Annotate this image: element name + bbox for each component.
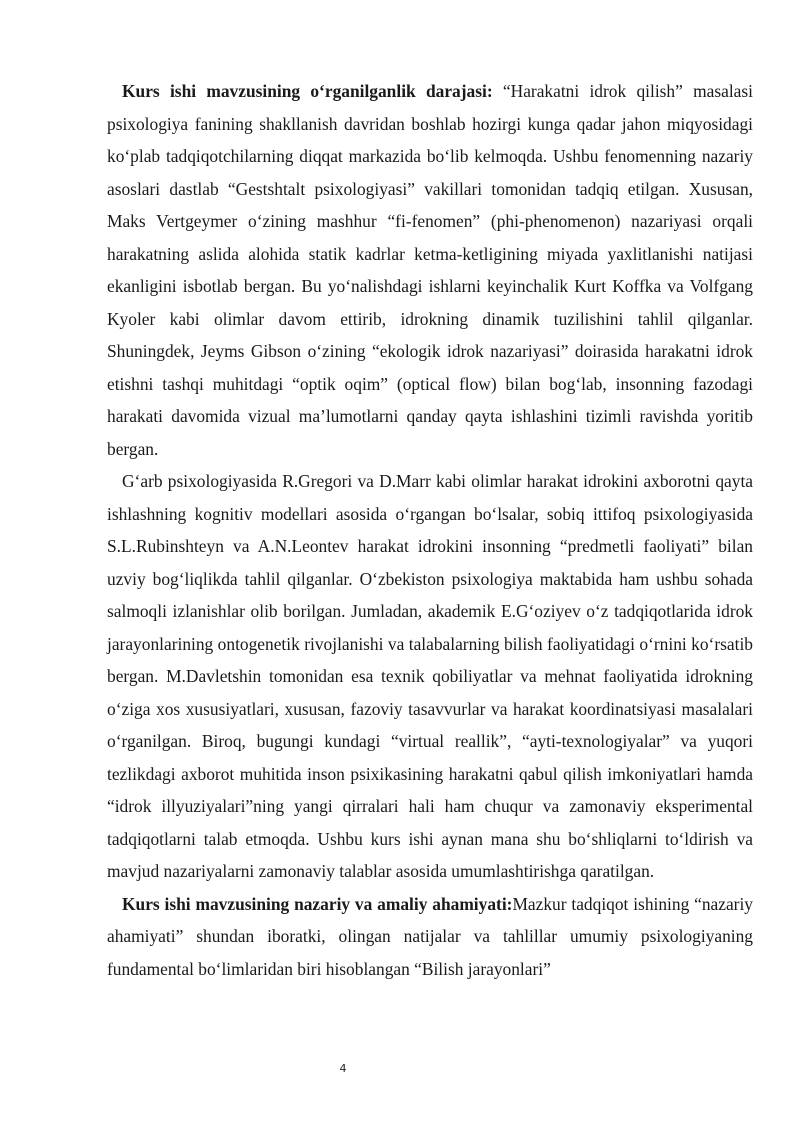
paragraph-significance [107, 888, 753, 986]
paragraph-western-research [107, 465, 753, 888]
heading-research-level: Kurs ishi mavzusining o‘rganilganlik darajasi: [122, 81, 493, 101]
paragraph-text: “Harakatni idrok qilish” masalasi psixologiya fanining shakllanish davridan boshlab hozirgi kunga qadar jahon miqyosidagi ko‘plab tadqiqotchilarning diqqat markazida bo‘lib kelmoqda. Ushbu fenomenning nazariy asoslari dastlab “Gestshtalt psixologiyasi” vakillari tomonidan tadqiq etilgan. Xususan, Maks Vertgeymer o‘zining mashhur “fi-fenomen” (phi-phenomenon) nazariyasi orqali harakatning aslida alohida statik kadrlar ketma-ketligining miyada yaxlitlanishi natijasi ekanligini isbotlab bergan. Bu yo‘nalishdagi ishlarni keyinchalik Kurt Koffka va Volfgang Kyoler kabi olimlar davom ettirib, idrokning dinamik tuzilishini tahlil qilganlar. Shuningdek, Jeyms Gibson o‘zining “ekologik idrok nazariyasi” doirasida harakatni idrok etishni tashqi muhitdagi “optik oqim” (optical flow) bilan bog‘lab, insonning fazodagi harakati davomida vizual ma’lumotlarni qanday qayta ishlashini tizimli ravishda yoritib bergan. [107, 81, 754, 459]
paragraph-text: Mazkur tadqiqot ishining “nazariy ahamiyati” shundan iboratki, olingan natijalar va tahlillar umumiy psixologiyaning fundamental bo‘limlaridan biri hisoblangan “Bilish jarayonlari” [107, 893, 754, 979]
paragraph-research-level [107, 75, 753, 465]
paragraph-text: G‘arb psixologiyasida R.Gregori va D.Marr kabi olimlar harakat idrokini axborotni qayta ishlashning kognitiv modellari asosida o‘rgangan bo‘lsalar, sobiq ittifoq psixologiyasida S.L.Rubinshteyn va A.N.Leontev harakat idrokini insonning “predmetli faoliyati” bilan uzviy bog‘liqlikda tahlil qilganlar. O‘zbekiston psixologiya maktabida ham ushbu sohada salmoqli izlanishlar olib borilgan. Jumladan, akademik E.G‘oziyev o‘z tadqiqotlarida idrok jarayonlarining ontogenetik rivojlanishi va talabalarning bilish faoliyatidagi o‘rnini ko‘rsatib bergan. M.Davletshin tomonidan esa texnik qobiliyatlar va mehnat faoliyatida idrokning o‘ziga xos xususiyatlari, xususan, fazoviy tasavvurlar va harakat koordinatsiyasi masalalari o‘rganilgan. Biroq, bugungi kundagi “virtual reallik”, “ayti-texnologiyalar” va yuqori tezlikdagi axborot muhitida inson psixikasining harakatni qabul qilish imkoniyatlari hamda “idrok illyuziyalari”ning yangi qirralari hali ham chuqur va zamonaviy eksperimental tadqiqotlarni talab etmoqda. Ushbu kurs ishi aynan mana shu bo‘shliqlarni to‘ldirish va mavjud nazariyalarni zamonaviy talablar asosida umumlashtirishga qaratilgan. [107, 471, 753, 881]
page-number: 4 [339, 1062, 347, 1075]
heading-significance: Kurs ishi mavzusining nazariy va amaliy ahamiyati: [122, 893, 513, 914]
document-page [107, 75, 753, 985]
